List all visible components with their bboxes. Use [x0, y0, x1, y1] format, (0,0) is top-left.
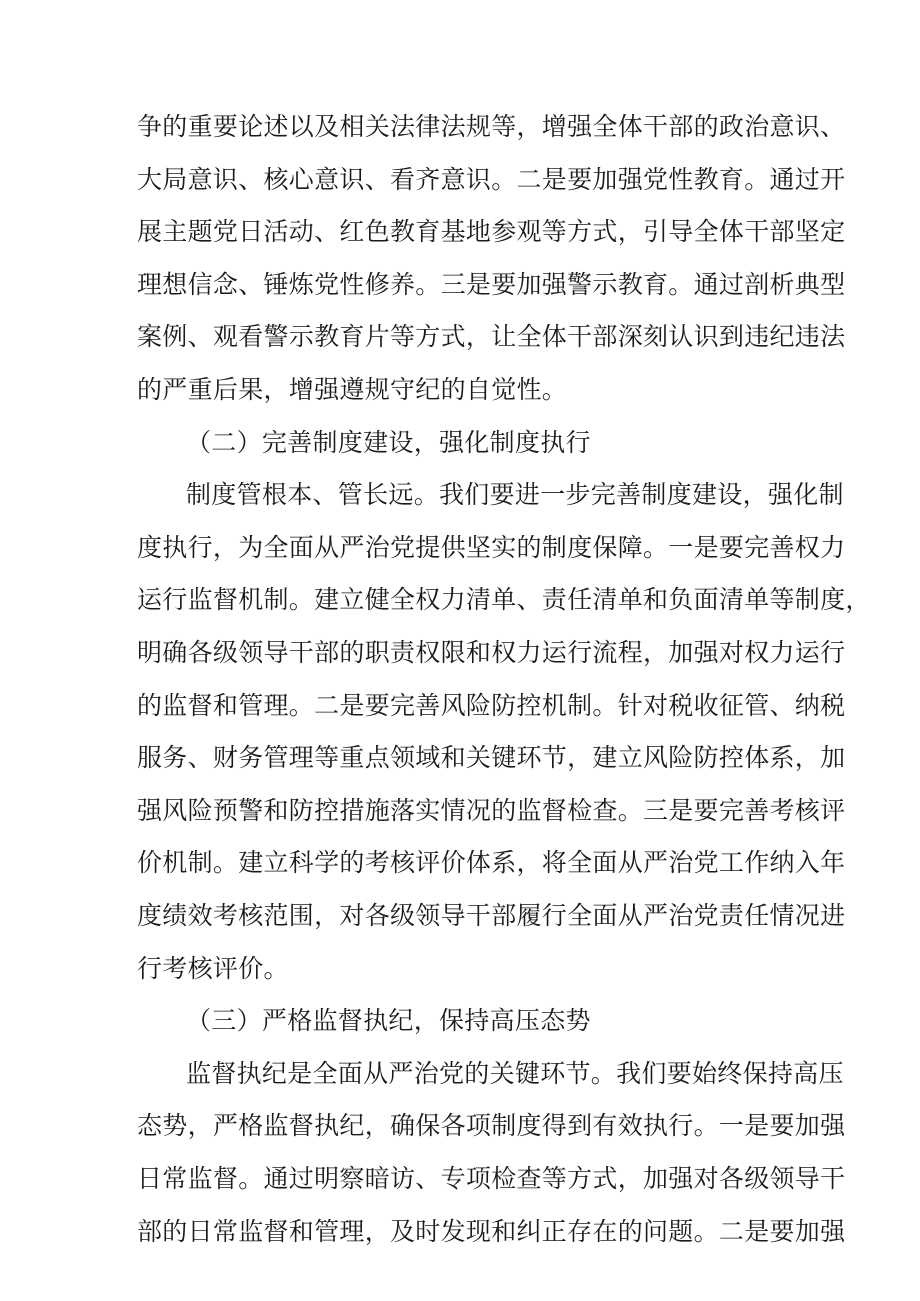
body-line: 运行监督机制。建立健全权力清单、责任清单和负面清单等制度， [137, 585, 871, 614]
body-line: 部的日常监督和管理，及时发现和纠正存在的问题。二是要加强 [137, 1217, 846, 1246]
body-line: 大局意识、核心意识、看齐意识。二是要加强党性教育。通过开 [137, 165, 846, 194]
body-line: 日常监督。通过明察暗访、专项检查等方式，加强对各级领导干 [137, 1164, 846, 1193]
body-line: 理想信念、锤炼党性修养。三是要加强警示教育。通过剖析典型 [137, 270, 846, 299]
body-line: 的严重后果，增强遵规守纪的自觉性。 [137, 375, 568, 404]
section-heading-3: （三）严格监督执纪，保持高压态势 [186, 1006, 591, 1035]
body-line: 态势，严格监督执纪，确保各项制度得到有效执行。一是要加强 [137, 1111, 846, 1140]
body-line: 度执行，为全面从严治党提供坚实的制度保障。一是要完善权力 [137, 533, 846, 562]
body-line: 的监督和管理。二是要完善风险防控机制。针对税收征管、纳税 [137, 691, 846, 720]
body-line: 价机制。建立科学的考核评价体系，将全面从严治党工作纳入年 [137, 848, 846, 877]
body-line: 争的重要论述以及相关法律法规等，增强全体干部的政治意识、 [137, 112, 846, 141]
body-line: 明确各级领导干部的职责权限和权力运行流程，加强对权力运行 [137, 638, 846, 667]
body-line: 展主题党日活动、红色教育基地参观等方式，引导全体干部坚定 [137, 217, 846, 246]
body-line: 案例、观看警示教育片等方式，让全体干部深刻认识到违纪违法 [137, 322, 846, 351]
section-heading-2: （二）完善制度建设，强化制度执行 [186, 428, 591, 457]
body-line: 强风险预警和防控措施落实情况的监督检查。三是要完善考核评 [137, 796, 846, 825]
body-line: 制度管根本、管长远。我们要进一步完善制度建设，强化制 [186, 480, 844, 509]
body-line: 监督执纪是全面从严治党的关键环节。我们要始终保持高压 [186, 1059, 844, 1088]
body-line: 行考核评价。 [137, 954, 289, 983]
body-line: 服务、财务管理等重点领域和关键环节，建立风险防控体系，加 [137, 743, 846, 772]
body-line: 度绩效考核范围，对各级领导干部履行全面从严治党责任情况进 [137, 901, 846, 930]
